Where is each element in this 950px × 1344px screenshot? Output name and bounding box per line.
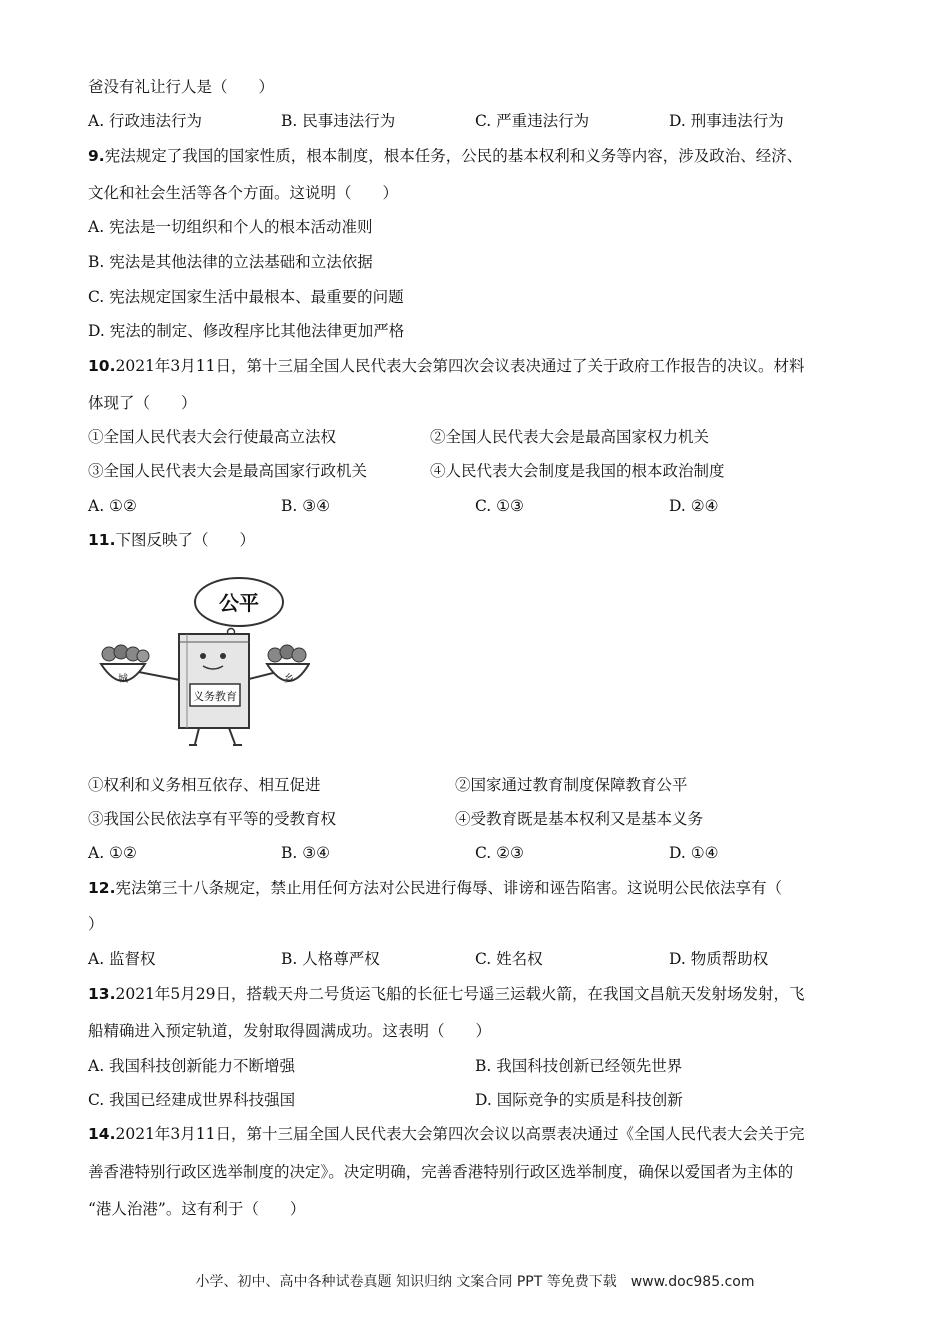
q10-option-d: D. ②④ xyxy=(669,497,719,515)
q13-stem-line2: 船精确进入预定轨道，发射取得圆满成功。这表明（ ） xyxy=(88,1022,492,1040)
q10-statement-2: ②全国人民代表大会是最高国家权力机关 xyxy=(430,428,710,446)
q12-stem-line2: ） xyxy=(88,915,104,933)
q10-statement-4: ④人民代表大会制度是我国的根本政治制度 xyxy=(430,462,725,480)
q12-option-b: B. 人格尊严权 xyxy=(281,950,380,968)
q9-option-d: D. 宪法的制定、修改程序比其他法律更加严格 xyxy=(88,322,405,340)
q12-stem-line1 xyxy=(88,878,782,898)
q13-stem-line1 xyxy=(88,984,805,1004)
q10-option-b: B. ③④ xyxy=(281,497,331,515)
q9-option-a: A. 宪法是一切组织和个人的根本活动准则 xyxy=(88,218,373,236)
q14-stem-line2: 善香港特别行政区选举制度的决定》。决定明确，完善香港特别行政区选举制度，确保以爱国者为主体的 xyxy=(88,1163,794,1181)
q8-option-d: D. 刑事违法行为 xyxy=(669,112,784,130)
q9-option-c: C. 宪法规定国家生活中最根本、最重要的问题 xyxy=(88,288,404,306)
q10-option-c: C. ①③ xyxy=(475,497,524,515)
q14-number: 14. xyxy=(88,1125,116,1143)
cartoon-education-fairness xyxy=(95,568,310,753)
q10-stem-line1 xyxy=(88,356,805,376)
q9-stem-line1 xyxy=(88,146,802,166)
q9-stem-line2: 文化和社会生活等各个方面。这说明（ ） xyxy=(88,184,399,202)
q13-option-c: C. 我国已经建成世界科技强国 xyxy=(88,1091,296,1109)
q12-option-a: A. 监督权 xyxy=(88,950,156,968)
book-eye-left xyxy=(200,653,206,659)
q8-option-c: C. 严重违法行为 xyxy=(475,112,590,130)
q8-option-b: B. 民事违法行为 xyxy=(281,112,396,130)
q14-stem-line3: “港人治港”。这有利于（ ） xyxy=(88,1200,306,1218)
q12-stem-text: 宪法第三十八条规定，禁止用任何方法对公民进行侮辱、诽谤和诬告陷害。这说明公民依法享有（ xyxy=(115,879,782,897)
q10-statement-3: ③全国人民代表大会是最高国家行政机关 xyxy=(88,462,368,480)
q11-statement-1: ①权利和义务相互依存、相互促进 xyxy=(88,776,321,794)
q12-option-c: C. 姓名权 xyxy=(475,950,543,968)
q13-number: 13. xyxy=(88,985,116,1003)
q12-number: 12. xyxy=(88,879,116,897)
q9-option-b: B. 宪法是其他法律的立法基础和立法依据 xyxy=(88,253,373,271)
right-bowl-label: 乡 xyxy=(284,674,294,685)
book-leg-left xyxy=(195,728,199,744)
q11-statement-4: ④受教育既是基本权利又是基本义务 xyxy=(455,810,704,828)
q13-stem-text: 2021年5月29日，搭载天舟二号货运飞船的长征七号遥三运载火箭，在我国文昌航天发射场发射，飞 xyxy=(115,985,805,1003)
q11-option-b: B. ③④ xyxy=(281,844,331,862)
book-eye-right xyxy=(220,653,226,659)
book-figure xyxy=(179,634,249,728)
q11-statement-2: ②国家通过教育制度保障教育公平 xyxy=(455,776,688,794)
page-footer: 小学、初中、高中各种试卷真题 知识归纳 文案合同 PPT 等免费下载 www.doc985.com xyxy=(195,1274,755,1290)
q13-option-b: B. 我国科技创新已经领先世界 xyxy=(475,1057,683,1075)
book-label: 义务教育 xyxy=(193,690,237,703)
q9-stem-text: 宪法规定了我国的国家性质，根本制度，根本任务，公民的基本权利和义务等内容，涉及政治、经济、 xyxy=(104,147,803,165)
q10-statement-1: ①全国人民代表大会行使最高立法权 xyxy=(88,428,337,446)
bubble-text: 公平 xyxy=(219,591,259,615)
q9-number: 9. xyxy=(88,147,105,165)
q13-option-d: D. 国际竞争的实质是科技创新 xyxy=(475,1091,683,1109)
q8-stem-tail: 爸没有礼让行人是（ ） xyxy=(88,78,275,96)
q11-option-a: A. ①② xyxy=(88,844,137,862)
q14-stem-text: 2021年3月11日，第十三届全国人民代表大会第四次会议以高票表决通过《全国人民代表大会关于完 xyxy=(115,1125,805,1143)
q10-stem-line2: 体现了（ ） xyxy=(88,394,197,412)
q14-stem-line1 xyxy=(88,1124,805,1144)
q12-option-d: D. 物质帮助权 xyxy=(669,950,769,968)
q11-stem-text: 下图反映了（ ） xyxy=(115,531,255,549)
q11-option-d: D. ①④ xyxy=(669,844,719,862)
q10-stem-text: 2021年3月11日，第十三届全国人民代表大会第四次会议表决通过了关于政府工作报告的决议。材料 xyxy=(115,357,805,375)
q11-stem xyxy=(88,530,255,550)
q8-option-a: A. 行政违法行为 xyxy=(88,112,203,130)
book-leg-right xyxy=(229,728,235,744)
q11-statement-3: ③我国公民依法享有平等的受教育权 xyxy=(88,810,337,828)
q11-option-c: C. ②③ xyxy=(475,844,524,862)
q10-option-a: A. ①② xyxy=(88,497,137,515)
q13-option-a: A. 我国科技创新能力不断增强 xyxy=(88,1057,296,1075)
q10-number: 10. xyxy=(88,357,116,375)
q11-number: 11. xyxy=(88,531,116,549)
left-bowl-label: 城 xyxy=(118,674,128,685)
